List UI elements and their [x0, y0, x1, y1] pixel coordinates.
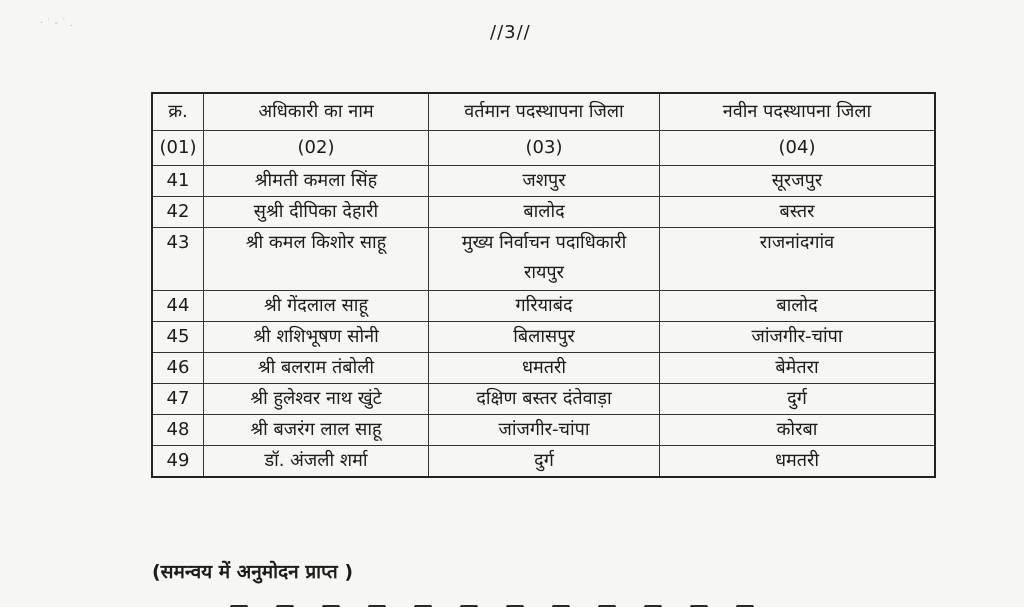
table-row [152, 446, 935, 478]
officer-name: श्री कमल किशोर साहू [204, 228, 429, 291]
table-row [152, 197, 935, 228]
serial-number: 42 [152, 197, 204, 228]
column-number: (04) [660, 131, 936, 166]
officer-name: सुश्री दीपिका देहारी [204, 197, 429, 228]
new-district: राजनांदगांव [660, 228, 936, 291]
column-number: (03) [429, 131, 660, 166]
table-row [152, 353, 935, 384]
serial-number: 47 [152, 384, 204, 415]
table-row [152, 291, 935, 322]
officer-name: श्रीमती कमला सिंह [204, 166, 429, 197]
serial-number: 49 [152, 446, 204, 478]
serial-number: 44 [152, 291, 204, 322]
new-district: सूरजपुर [660, 166, 936, 197]
serial-number: 43 [152, 228, 204, 291]
header-new-district: नवीन पदस्थापना जिला [660, 93, 936, 131]
officer-name: श्री गेंदलाल साहू [204, 291, 429, 322]
current-district: दक्षिण बस्तर दंतेवाड़ा [429, 384, 660, 415]
serial-number: 41 [152, 166, 204, 197]
new-district: धमतरी [660, 446, 936, 478]
scan-smudge: · ˙ ‐ ˙ . [40, 18, 73, 29]
current-district: जशपुर [429, 166, 660, 197]
current-district: बालोद [429, 197, 660, 228]
new-district: दुर्ग [660, 384, 936, 415]
cut-off-text-line [230, 598, 810, 607]
current-district: जांजगीर-चांपा [429, 415, 660, 446]
current-district: मुख्य निर्वाचन पदाधिकारी रायपुर [429, 228, 660, 291]
officer-name: श्री बलराम तंबोली [204, 353, 429, 384]
header-sno: क्र. [152, 93, 204, 131]
table-row [152, 384, 935, 415]
current-district: दुर्ग [429, 446, 660, 478]
serial-number: 46 [152, 353, 204, 384]
column-number: (01) [152, 131, 204, 166]
officer-name: श्री बजरंग लाल साहू [204, 415, 429, 446]
new-district: बेमेतरा [660, 353, 936, 384]
table-row [152, 415, 935, 446]
new-district: बालोद [660, 291, 936, 322]
header-current-district: वर्तमान पदस्थापना जिला [429, 93, 660, 131]
new-district: कोरबा [660, 415, 936, 446]
serial-number: 45 [152, 322, 204, 353]
officer-name: श्री हुलेश्वर नाथ खुंटे [204, 384, 429, 415]
officer-name: डॉ. अंजली शर्मा [204, 446, 429, 478]
header-officer-name: अधिकारी का नाम [204, 93, 429, 131]
current-district: धमतरी [429, 353, 660, 384]
header-row [152, 93, 935, 131]
new-district: जांजगीर-चांपा [660, 322, 936, 353]
table-row [152, 322, 935, 353]
officer-name: श्री शशिभूषण सोनी [204, 322, 429, 353]
column-number: (02) [204, 131, 429, 166]
new-district: बस्तर [660, 197, 936, 228]
transfer-table [151, 92, 936, 478]
table-row [152, 228, 935, 291]
approval-note: (समन्वय में अनुमोदन प्राप्त ) [152, 561, 354, 583]
table-row [152, 166, 935, 197]
serial-number: 48 [152, 415, 204, 446]
current-district: बिलासपुर [429, 322, 660, 353]
column-number-row [152, 131, 935, 166]
page-number: //3// [490, 22, 531, 43]
current-district: गरियाबंद [429, 291, 660, 322]
